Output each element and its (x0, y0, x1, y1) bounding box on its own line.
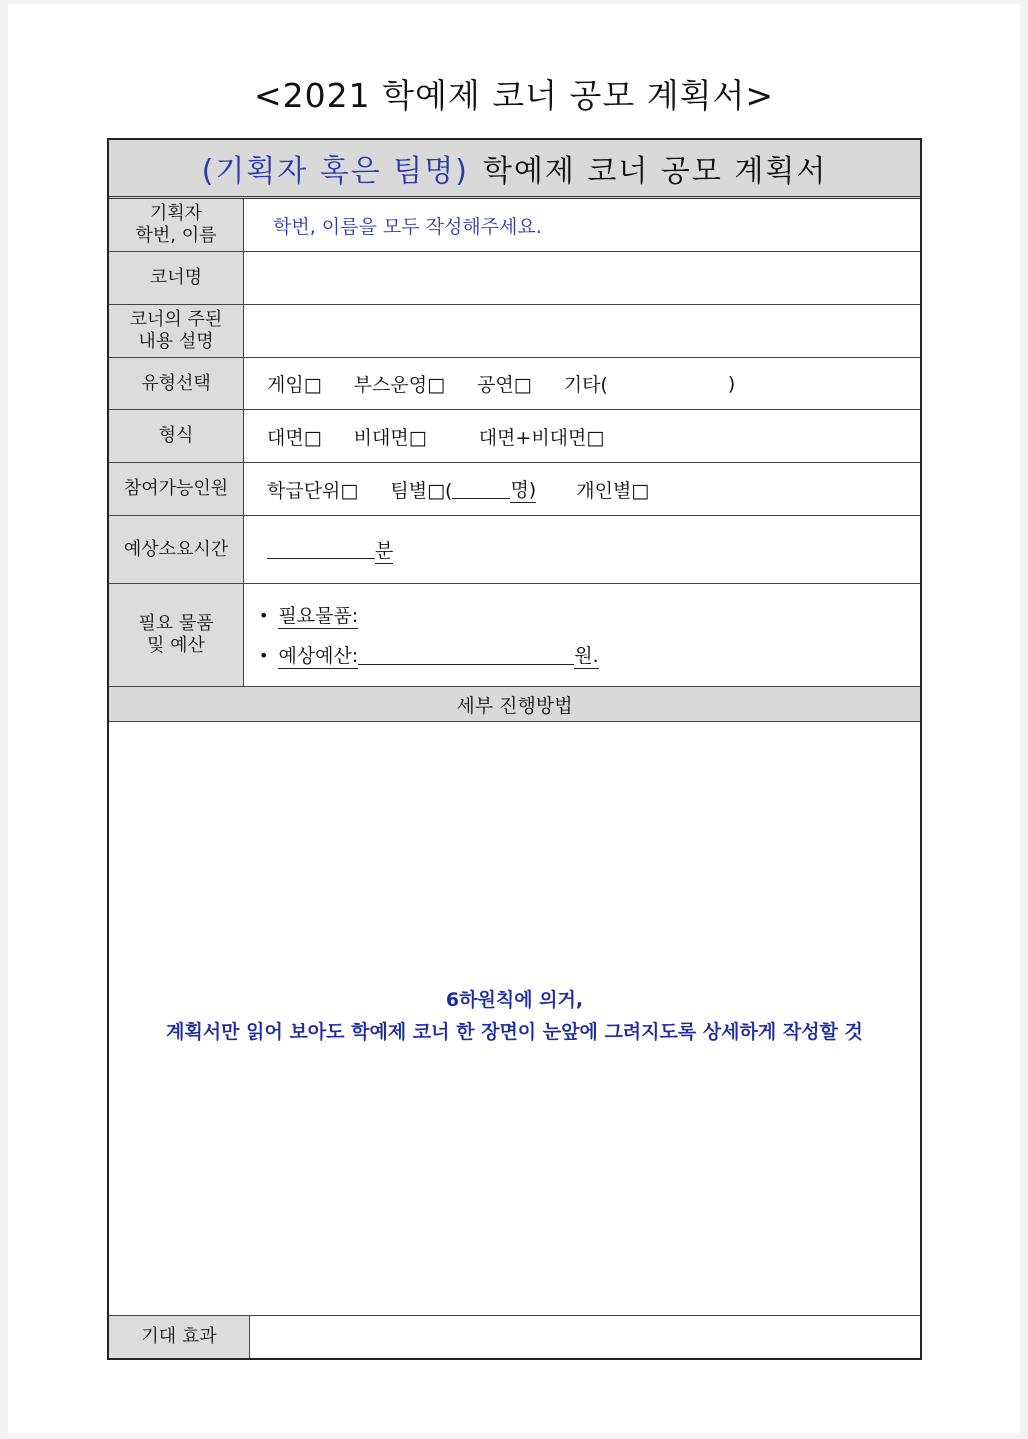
type-option-game[interactable]: 게임□ (267, 374, 322, 396)
type-other-close: ) (727, 372, 736, 395)
corner-name-field[interactable] (245, 252, 920, 304)
participants-label: 참여가능인원 (109, 463, 244, 515)
time-label: 예상소요시간 (109, 516, 244, 583)
participants-option-individual[interactable]: 개인별□ (576, 479, 650, 502)
document-title: <2021 학예제 코너 공모 계획서> (253, 76, 775, 115)
format-row (109, 410, 920, 463)
content-field[interactable] (245, 305, 920, 357)
time-field (245, 516, 920, 583)
type-options (245, 358, 920, 409)
budget-blank[interactable] (358, 646, 574, 665)
budget-label: 예상예산: (278, 641, 358, 669)
type-option-other[interactable]: 기타( (563, 374, 608, 396)
effect-field[interactable] (251, 1316, 920, 1358)
supplies-item-label[interactable]: 필요물품: (278, 601, 358, 629)
guide-line-1: 6하원칙에 의거, (445, 989, 584, 1011)
participants-row (109, 463, 920, 516)
participants-option-class[interactable]: 학급단위□ (267, 479, 359, 502)
proposal-form (107, 138, 922, 1360)
team-count-blank[interactable] (452, 480, 510, 499)
budget-unit: 원. (574, 641, 598, 669)
type-row (109, 358, 920, 410)
supplies-row (109, 584, 920, 687)
form-header-title: 학예제 코너 공모 계획서 (482, 154, 828, 189)
supplies-item (259, 595, 358, 635)
type-label: 유형선택 (109, 358, 244, 409)
planner-team-placeholder: (기획자 혹은 팀명) (201, 154, 469, 189)
detail-heading: 세부 진행방법 (109, 687, 920, 722)
content-row (109, 305, 920, 358)
planner-row (109, 199, 920, 252)
time-unit: 분 (375, 536, 393, 564)
time-blank[interactable] (267, 540, 375, 559)
corner-name-label: 코너명 (109, 252, 244, 304)
format-options (245, 410, 920, 462)
supplies-field (245, 584, 920, 686)
time-row (109, 516, 920, 584)
type-option-booth[interactable]: 부스운영□ (353, 374, 446, 396)
content-label: 코너의 주된 내용 설명 (109, 305, 244, 357)
planner-field[interactable] (245, 199, 920, 251)
type-option-performance[interactable]: 공연□ (477, 374, 532, 396)
format-option-online[interactable]: 비대면□ (353, 426, 427, 449)
bullet-icon: • (259, 645, 269, 665)
corner-name-row (109, 252, 920, 305)
supplies-label: 필요 물품 및 예산 (109, 584, 244, 686)
guide-line-2: 계획서만 읽어 보아도 학예제 코너 한 장면이 눈앞에 그려지도록 상세하게 작성할 것 (166, 1021, 863, 1043)
participants-option-team[interactable]: 팀별□( (390, 479, 453, 502)
format-option-hybrid[interactable]: 대면+비대면□ (478, 426, 605, 449)
planner-hint: 학번, 이름을 모두 작성해주세요. (273, 215, 542, 238)
team-count-unit: 명) (510, 475, 536, 503)
effect-label: 기대 효과 (109, 1316, 250, 1358)
format-label: 형식 (109, 410, 244, 462)
detail-field[interactable] (109, 722, 920, 1316)
bullet-icon: • (259, 605, 269, 625)
budget-item (259, 635, 599, 675)
effect-row (109, 1316, 920, 1358)
format-option-offline[interactable]: 대면□ (267, 426, 322, 449)
detail-guide (109, 984, 920, 1048)
participants-options (245, 463, 920, 515)
form-header (109, 140, 920, 199)
planner-label: 기획자 학번, 이름 (109, 199, 244, 251)
